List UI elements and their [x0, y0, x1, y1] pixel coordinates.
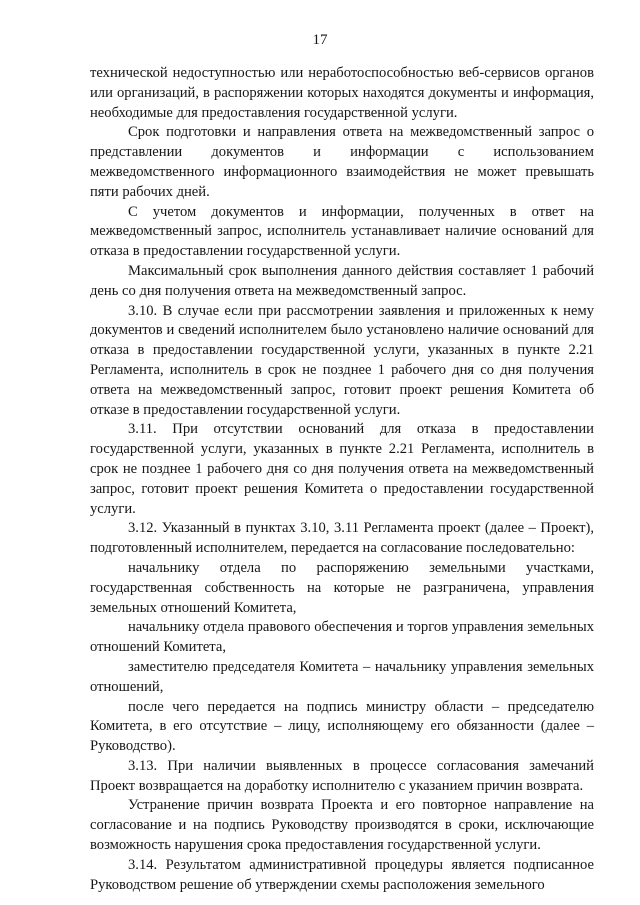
paragraph-3-11: 3.11. При отсутствии оснований для отказа в предоставлении государственной услуги, указанных в пункте 2.21 Регламента, исполнитель в срок не позднее 1 рабочего дня со дня получения ответа на межведомственный запрос, готовит проект решения Комитета о предоставлении государственной услуги.	[90, 421, 594, 517]
paragraph-2: Срок подготовки и направления ответа на межведомственный запрос о представлении документов и информации с использованием межведомственного информационного взаимодействия не может превышать пяти рабочих дней.	[90, 124, 594, 200]
paragraph-3-13: 3.13. При наличии выявленных в процессе согласования замечаний Проект возвращается на доработку исполнителю с указанием причин возврата.	[90, 757, 594, 794]
approval-item-1: начальнику отдела по распоряжению земельными участками, государственная собственность на которые не разграничена, управления земельных отношений Комитета,	[90, 559, 594, 616]
page-number: 17	[312, 32, 328, 48]
paragraph-4: Максимальный срок выполнения данного действия составляет 1 рабочий день со дня получения ответа на межведомственный запрос.	[90, 262, 594, 299]
paragraph-3-10: 3.10. В случае если при рассмотрении заявления и приложенных к нему документов и сведений исполнителем было установлено наличие оснований для отказа в предоставлении государственной услуги, указанных в пункте 2.21 Регламента, исполнитель в срок не позднее 1 рабочего дня со дня получения ответа на межведомственный запрос, готовит проект решения Комитета об отказе в предоставлении государственной услуги.	[90, 302, 594, 418]
paragraph-3: С учетом документов и информации, полученных в ответ на межведомственный запрос, исполнитель устанавливает наличие оснований для отказа в предоставлении государственной услуги.	[90, 203, 594, 260]
paragraph-return-correction: Устранение причин возврата Проекта и его повторное направление на согласование и на подпись Руководству производятся в сроки, исключающие возможность нарушения срока предоставления государственной услуги.	[90, 797, 594, 854]
document-body	[90, 64, 594, 895]
paragraph-3-12: 3.12. Указанный в пунктах 3.10, 3.11 Регламента проект (далее – Проект), подготовленный исполнителем, передается на согласование последовательно:	[90, 520, 594, 557]
paragraph-3-14: 3.14. Результатом административной процедуры является подписанное Руководством решение об утверждении схемы расположения земельного	[90, 856, 594, 893]
approval-item-2: начальнику отдела правового обеспечения и торгов управления земельных отношений Комитета,	[90, 619, 594, 656]
approval-item-4: после чего передается на подпись министру области – председателю Комитета, в его отсутствие – лицу, исполняющему его обязанности (далее – Руководство).	[90, 698, 594, 755]
paragraph-1: технической недоступностью или неработоспособностью веб-сервисов органов или организаций, в распоряжении которых находятся документы и информация, необходимые для предоставления государственной услуги.	[90, 65, 594, 121]
approval-item-3: заместителю председателя Комитета – начальнику управления земельных отношений,	[90, 658, 594, 695]
